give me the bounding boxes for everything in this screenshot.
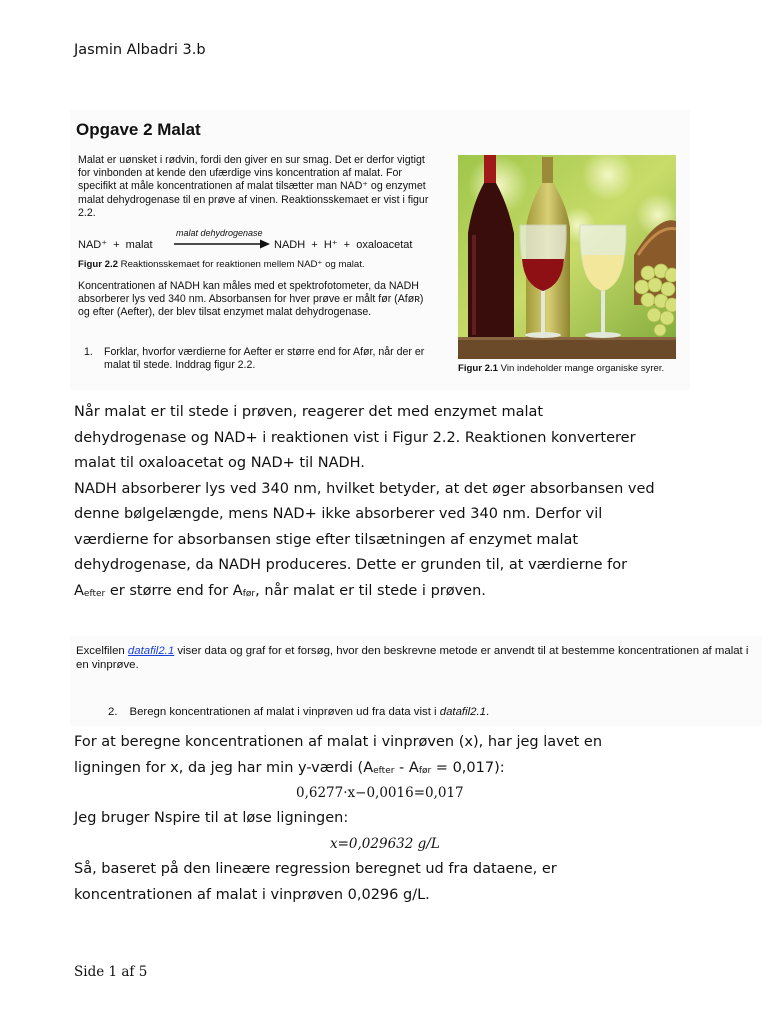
- subscript-for: før: [418, 765, 432, 776]
- answer-2-line: Så, baseret på den lineære regression beregnet ud fra dataene, er: [74, 861, 557, 877]
- answer-2-line: For at beregne koncentrationen af malat i vinprøven (x), har jeg lavet en: [74, 734, 603, 750]
- excel-suffix: viser data og graf for et forsøg, hvor den beskrevne metode er anvendt til at bestemme koncentrationen af malat i en vinprøve.: [76, 645, 749, 671]
- excel-paragraph: [76, 644, 760, 672]
- question-1: [84, 346, 434, 372]
- answer-2-line: koncentrationen af malat i vinprøven 0,0296 g/L.: [74, 886, 430, 903]
- reaction-products: NADH + H⁺ + oxaloacetat: [274, 239, 413, 251]
- question-2-ref: datafil2.1: [439, 706, 486, 718]
- answer-1-line: værdierne for absorbansen stige efter tilsætningen af enzymet malat: [74, 531, 579, 548]
- answer-1-a: A: [74, 582, 84, 599]
- answer-1-line: [74, 579, 486, 608]
- question-1-text: Forklar, hvorfor værdierne for Aefter er større end for Afør, når der er malat til stede. Inddrag figur 2.2.: [104, 346, 425, 372]
- page-footer: Side 1 af 5: [74, 964, 148, 980]
- reaction-arrow-icon: [174, 238, 270, 250]
- excel-assignment-block: [70, 636, 762, 726]
- reaction-reactants: NAD⁺ + malat: [78, 239, 153, 251]
- answer-2-text: - A: [394, 759, 419, 776]
- answer-1-line: dehydrogenase og NAD+ i reaktionen vist i Figur 2.2. Reaktionen konverterer: [74, 429, 636, 446]
- question-2: [108, 706, 489, 718]
- figure-2-1-label: Figur 2.1: [458, 363, 498, 374]
- answer-1-line: Når malat er til stede i prøven, reagerer det med enzymet malat: [74, 404, 544, 420]
- figure-2-1-caption: [458, 363, 664, 374]
- answer-2-line: Jeg bruger Nspire til at løse ligningen:: [74, 810, 349, 826]
- task-nadh-paragraph: Koncentrationen af NADH kan måles med et spektrofotometer, da NADH absorberer lys ved 340 nm. Absorbansen for hver prøve er målt før (Aføʀ) og efter (Aefter), der blev tilsat enzymet malat dehydrogenase.: [78, 280, 424, 319]
- assignment-image-block: [70, 110, 690, 390]
- figure-2-1-text: Vin indeholder mange organiske syrer.: [497, 363, 665, 374]
- answer-2-text: ligningen for x, da jeg har min y-værdi (A: [74, 759, 374, 776]
- task-intro-paragraph: Malat er uønsket i rødvin, fordi den giver en sur smag. Det er derfor vigtigt for vinbonden at kende den ufærdige vins koncentration af malat. For specifikt at måle koncentrationen af malat tilsætter man NAD⁺ og enzymet malat dehydrogenase til en prøve af vinen. Reaktionsskemaet er vist i figur 2.2.: [78, 154, 429, 219]
- question-2-end: .: [485, 706, 490, 718]
- equation-regression: 0,6277·x−0,0016=0,017: [296, 785, 464, 801]
- wine-photo: [458, 155, 676, 359]
- figure-2-2-label: Figur 2.2: [78, 259, 118, 270]
- answer-1-line: NADH absorberer lys ved 340 nm, hvilket betyder, at det øger absorbansen ved: [74, 480, 655, 497]
- answer-1-line: denne bølgelængde, mens NAD+ ikke absorberer ved 340 nm. Derfor vil: [74, 506, 603, 522]
- wine-bottles-image: [458, 155, 676, 359]
- datafil-link[interactable]: datafil2.1: [127, 645, 175, 657]
- answer-1-line: dehydrogenase, da NADH produceres. Dette er grunden til, at værdierne for: [74, 557, 628, 573]
- answer-1-text: , når malat er til stede i prøven.: [255, 582, 486, 599]
- answer-2-line: [74, 756, 505, 785]
- answer-1-line: malat til oxaloacetat og NAD+ til NADH.: [74, 455, 365, 471]
- equation-solution: x=0,029632 g/L: [330, 836, 440, 852]
- answer-2-text: = 0,017):: [431, 759, 505, 776]
- figure-2-2-caption: [78, 258, 430, 271]
- figure-2-2-text: Reaktionsskemaet for reaktionen mellem NAD⁺ og malat.: [117, 259, 365, 270]
- subscript-efter: efter: [83, 588, 106, 599]
- question-2-text: Beregn koncentrationen af malat i vinprøven ud fra data vist i: [129, 706, 440, 718]
- subscript-efter: efter: [373, 765, 395, 776]
- question-2-number: 2.: [108, 706, 118, 718]
- answer-1-text: er større end for A: [105, 582, 243, 599]
- reaction-enzyme-label: malat dehydrogenase: [176, 228, 263, 238]
- excel-prefix: Excelfilen: [76, 645, 128, 657]
- question-1-number: 1.: [84, 346, 93, 358]
- reaction-scheme: [78, 228, 438, 258]
- subscript-for: før: [242, 588, 256, 599]
- author-header: Jasmin Albadri 3.b: [74, 42, 206, 58]
- task-title: Opgave 2 Malat: [76, 120, 201, 139]
